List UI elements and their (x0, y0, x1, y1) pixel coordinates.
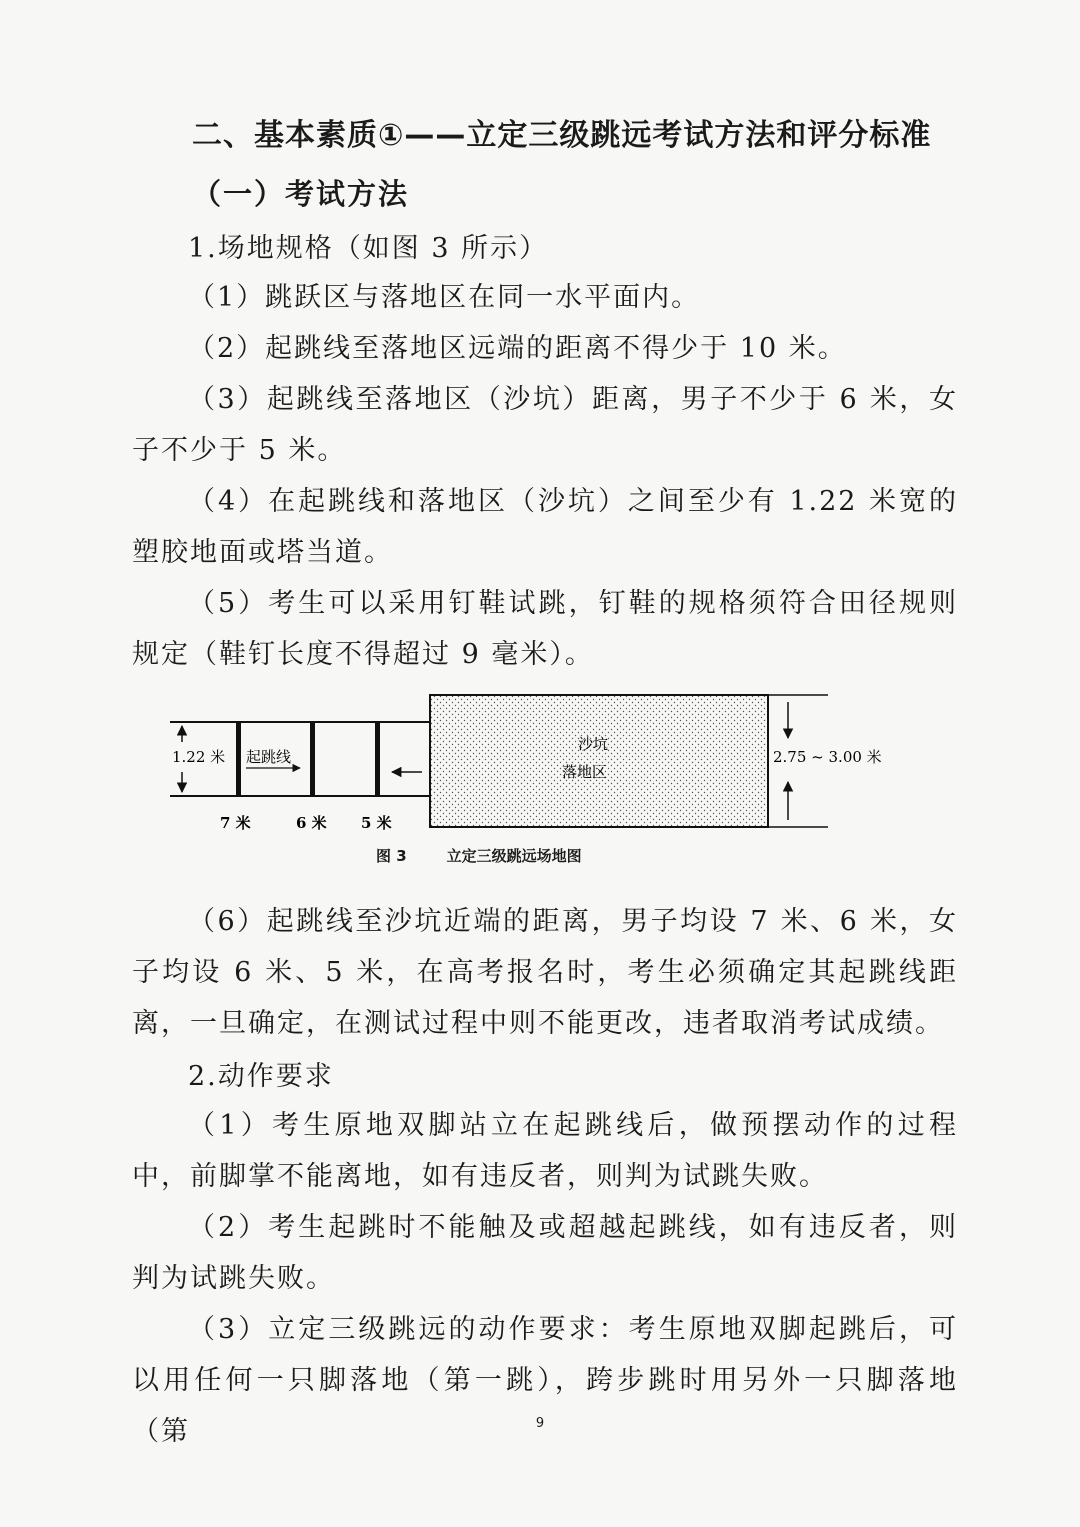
sand-pit (430, 695, 768, 827)
page-title: 二、基本素质①——立定三级跳远考试方法和评分标准 (192, 118, 932, 153)
paragraph-4: （4）在起跳线和落地区（沙坑）之间至少有 1.22 米宽的塑胶地面或塔当道。 (132, 486, 958, 568)
pit-label-2: 落地区 (562, 763, 608, 781)
pit-width-label: 2.75 ~ 3.00 米 (773, 748, 882, 766)
width-label: 1.22 米 (172, 748, 226, 766)
section-heading: （一）考试方法 (192, 177, 410, 211)
takeoff-line-6m (310, 722, 315, 796)
figure-caption (376, 845, 582, 866)
distance-5m: 5 米 (361, 814, 392, 832)
paragraph-8: （2）考生起跳时不能触及或超越起跳线，如有违反者，则判为试跳失败。 (132, 1212, 958, 1294)
paragraph-6: （6）起跳线至沙坑近端的距离，男子均设 7 米、6 米，女子均设 6 米、5 米，在高考报名时，考生必须确定其起跳线距离，一旦确定，在测试过程中则不能更改，违者取消考试成绩。 (132, 906, 958, 1039)
subheading-action: 2.动作要求 (188, 1061, 334, 1092)
paragraph-2: （2）起跳线至落地区远端的距离不得少于 10 米。 (188, 333, 847, 364)
paragraph-7: （1）考生原地双脚站立在起跳线后，做预摆动作的过程中，前脚掌不能离地，如有违反者，则判为试跳失败。 (132, 1110, 958, 1192)
paragraph-3: （3）起跳线至落地区（沙坑）距离，男子不少于 6 米，女子不少于 5 米。 (132, 384, 958, 466)
takeoff-line-7m (236, 722, 241, 796)
pit-label-1: 沙坑 (578, 735, 609, 753)
paragraph-1: （1）跳跃区与落地区在同一水平面内。 (188, 282, 701, 313)
venue-diagram (160, 680, 920, 870)
distance-6m: 6 米 (296, 814, 327, 832)
subheading-venue: 1.场地规格（如图 3 所示） (188, 233, 549, 264)
page-number: 9 (535, 1416, 545, 1431)
caption-number: 图 3 (376, 847, 407, 865)
paragraph-5: （5）考生可以采用钉鞋试跳，钉鞋的规格须符合田径规则规定（鞋钉长度不得超过 9 毫米）。 (132, 588, 958, 670)
takeoff-label: 起跳线 (246, 748, 292, 766)
takeoff-line-5m (375, 722, 380, 796)
distance-7m: 7 米 (220, 814, 251, 832)
paragraph-9: （3）立定三级跳远的动作要求：考生原地双脚起跳后，可以用任何一只脚落地（第一跳），跨步跳时用另外一只脚落地（第 (132, 1314, 958, 1447)
caption-text: 立定三级跳远场地图 (446, 847, 582, 865)
